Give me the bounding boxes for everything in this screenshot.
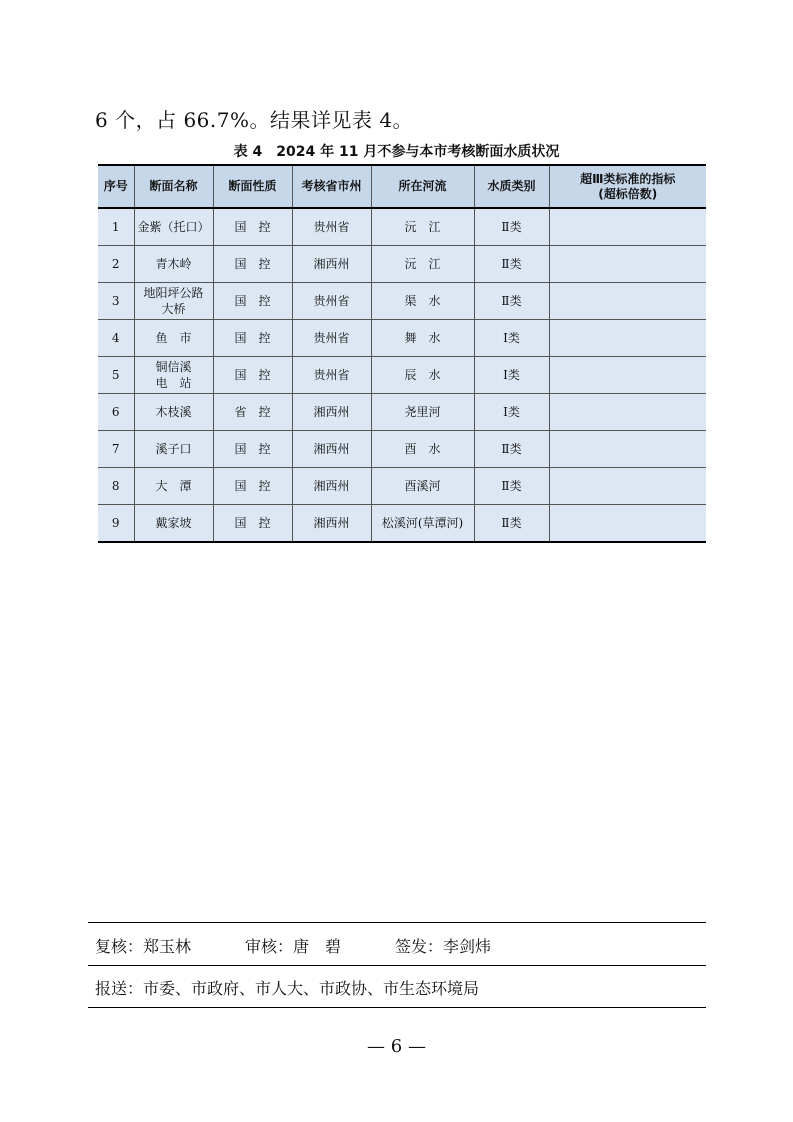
report-recipients: 报送：市委、市政府、市人大、市政协、市生态环境局 <box>95 979 480 998</box>
col-header-quality-class: 水质类别 <box>474 165 549 208</box>
cell-exceed-indicator <box>549 208 706 246</box>
section-name-line2: 电 站 <box>155 376 192 390</box>
table-row <box>98 283 706 320</box>
cell-quality-class: Ⅱ类 <box>474 468 549 505</box>
col-header-section-type: 断面性质 <box>213 165 292 208</box>
intro-text: 6 个，占 66.7%。结果详见表 4。 <box>95 108 414 132</box>
cell-region: 贵州省 <box>292 208 371 246</box>
col-header-region: 考核省市州 <box>292 165 371 208</box>
cell-exceed-indicator <box>549 320 706 357</box>
cell-section-name: 金紫（托口） <box>134 208 213 246</box>
cell-index: 4 <box>98 320 134 357</box>
cell-section-type: 国 控 <box>213 246 292 283</box>
table-row <box>98 394 706 431</box>
cell-quality-class: Ⅱ类 <box>474 505 549 543</box>
cell-river: 沅 江 <box>371 208 474 246</box>
exceed-header-line2: (超标倍数) <box>598 186 658 201</box>
section-name-line1: 铜信溪 <box>155 360 192 374</box>
cell-quality-class: Ⅱ类 <box>474 246 549 283</box>
cell-index: 5 <box>98 357 134 394</box>
cell-section-type: 国 控 <box>213 505 292 543</box>
cell-exceed-indicator <box>549 431 706 468</box>
cell-exceed-indicator <box>549 394 706 431</box>
cell-exceed-indicator <box>549 357 706 394</box>
table-row <box>98 431 706 468</box>
cell-river: 沅 江 <box>371 246 474 283</box>
table-row <box>98 505 706 543</box>
cell-section-type: 省 控 <box>213 394 292 431</box>
section-name-line2: 大桥 <box>161 302 186 316</box>
cell-section-type: 国 控 <box>213 208 292 246</box>
cell-region: 贵州省 <box>292 357 371 394</box>
cell-quality-class: Ⅰ类 <box>474 394 549 431</box>
cell-index: 7 <box>98 431 134 468</box>
cell-section-name <box>134 283 213 320</box>
table-header-row <box>98 165 706 208</box>
cell-region: 湘西州 <box>292 246 371 283</box>
cell-exceed-indicator <box>549 283 706 320</box>
cell-river: 松溪河(草潭河) <box>371 505 474 543</box>
audit-label: 审核：唐 碧 <box>245 937 342 956</box>
cell-region: 湘西州 <box>292 394 371 431</box>
cell-index: 6 <box>98 394 134 431</box>
cell-region: 湘西州 <box>292 468 371 505</box>
cell-index: 2 <box>98 246 134 283</box>
signature-line <box>95 934 715 957</box>
cell-section-name <box>134 357 213 394</box>
cell-quality-class: Ⅰ类 <box>474 320 549 357</box>
cell-region: 湘西州 <box>292 431 371 468</box>
cell-index: 3 <box>98 283 134 320</box>
exceed-header-line1: 超Ⅲ类标准的指标 <box>580 171 676 186</box>
cell-section-type: 国 控 <box>213 283 292 320</box>
table-row <box>98 357 706 394</box>
col-header-index: 序号 <box>98 165 134 208</box>
col-header-section-name: 断面名称 <box>134 165 213 208</box>
cell-section-type: 国 控 <box>213 320 292 357</box>
cell-section-name: 大 潭 <box>134 468 213 505</box>
cell-region: 湘西州 <box>292 505 371 543</box>
cell-section-name: 鱼 市 <box>134 320 213 357</box>
section-name-line1: 地阳坪公路 <box>143 286 204 300</box>
cell-quality-class: Ⅱ类 <box>474 431 549 468</box>
cell-section-name: 溪子口 <box>134 431 213 468</box>
footer-divider-middle <box>88 965 706 966</box>
cell-section-name: 青木岭 <box>134 246 213 283</box>
cell-exceed-indicator <box>549 246 706 283</box>
cell-river: 渠 水 <box>371 283 474 320</box>
review-label: 复核：郑玉林 <box>95 937 192 956</box>
cell-section-type: 国 控 <box>213 431 292 468</box>
cell-exceed-indicator <box>549 505 706 543</box>
cell-river: 舞 水 <box>371 320 474 357</box>
approve-label: 签发：李剑炜 <box>395 937 492 956</box>
cell-index: 1 <box>98 208 134 246</box>
footer-divider-top <box>88 922 706 923</box>
table-caption: 表 4 2024 年 11 月不参与本市考核断面水质状况 <box>233 144 560 160</box>
cell-index: 9 <box>98 505 134 543</box>
cell-index: 8 <box>98 468 134 505</box>
table-row <box>98 468 706 505</box>
cell-section-type: 国 控 <box>213 357 292 394</box>
cell-quality-class: Ⅰ类 <box>474 357 549 394</box>
cell-river: 辰 水 <box>371 357 474 394</box>
cell-quality-class: Ⅱ类 <box>474 283 549 320</box>
cell-region: 贵州省 <box>292 320 371 357</box>
cell-river: 尧里河 <box>371 394 474 431</box>
cell-region: 贵州省 <box>292 283 371 320</box>
table-row <box>98 208 706 246</box>
cell-section-type: 国 控 <box>213 468 292 505</box>
footer-divider-bottom <box>88 1007 706 1008</box>
col-header-exceed-indicator <box>549 165 706 208</box>
water-quality-table <box>98 164 706 543</box>
page-number: — 6 — <box>367 1036 426 1057</box>
cell-river: 酉溪河 <box>371 468 474 505</box>
cell-section-name: 木枝溪 <box>134 394 213 431</box>
table-row <box>98 320 706 357</box>
cell-exceed-indicator <box>549 468 706 505</box>
cell-river: 酉 水 <box>371 431 474 468</box>
col-header-river: 所在河流 <box>371 165 474 208</box>
table-row <box>98 246 706 283</box>
cell-quality-class: Ⅱ类 <box>474 208 549 246</box>
cell-section-name: 戴家坡 <box>134 505 213 543</box>
